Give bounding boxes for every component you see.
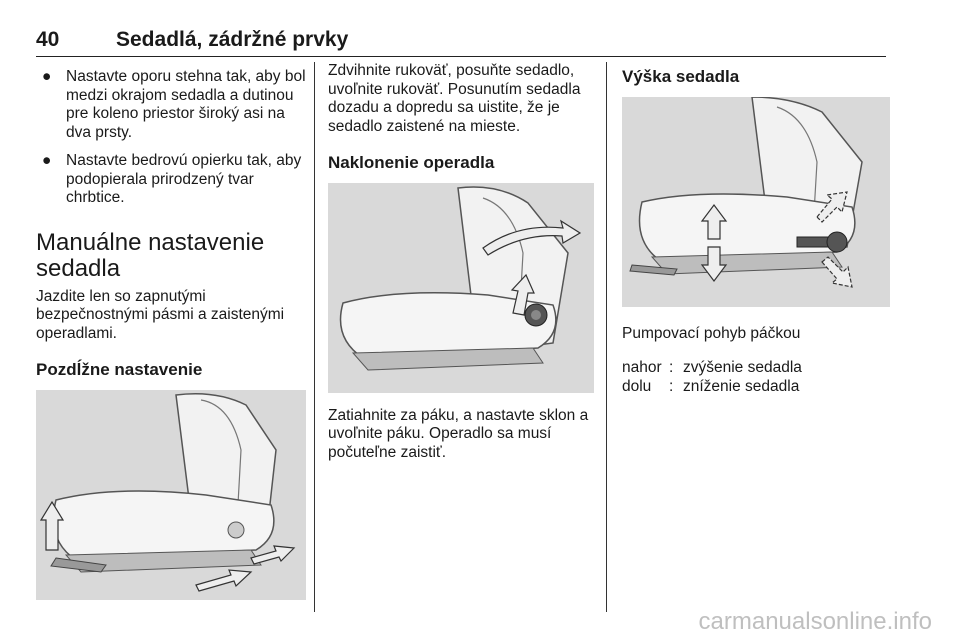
figure-seat-height [622, 97, 890, 307]
longitudinal-instructions: Zdvihnite rukoväť, posuňte sedadlo, uvoľnite rukoväť. Posunutím sedadla dozadu a dopredu sa uistite, že je sedadlo zaistené na mieste. [328, 62, 581, 135]
column-divider-1 [314, 62, 315, 612]
seat-illustration-recline [328, 183, 592, 393]
page-header [36, 26, 886, 57]
figure-backrest-recline [328, 183, 594, 393]
watermark: carmanualsonline.info [698, 608, 932, 635]
page-title: Sedadlá, zádržné prvky [116, 28, 349, 51]
subsection-title-height: Výška sedadla [622, 67, 740, 86]
section-text: Jazdite len so zapnutými bezpečnostnými pásmi a zaistenými operadlami. [36, 287, 285, 342]
recline-instructions: Zatiahnite za páku, a nastavte sklon a uvoľnite páku. Operadlo sa musí počuteľne zaistiť. [328, 406, 589, 461]
subsection-title-longitudinal: Pozdĺžne nastavenie [36, 360, 203, 379]
figure-longitudinal-adjustment [36, 390, 306, 600]
height-legend [622, 359, 890, 396]
column-1 [36, 62, 306, 600]
page-number: 40 [36, 28, 60, 51]
section-title: Manuálne nastavenie sedadla [36, 228, 265, 282]
pump-caption: Pumpovací pohyb páčkou [622, 324, 801, 342]
subsection-title-recline: Naklonenie operadla [328, 153, 495, 172]
column-divider-2 [606, 62, 607, 612]
list-item: ● Nastavte oporu stehna tak, aby bol medzi okrajom sedadla a dutinou pre koleno priestor široký asi na dva prsty. [42, 68, 306, 141]
bullet-list [36, 68, 306, 208]
column-3 [622, 62, 890, 396]
legend-row: nahor : zvýšenie sedadla [622, 359, 802, 376]
seat-illustration-longitudinal [36, 390, 298, 600]
list-item: ● Nastavte bedrovú opierku tak, aby podopierala prirodzený tvar chrbtice. [42, 152, 302, 206]
legend-row: dolu : zníženie sedadla [622, 377, 800, 395]
seat-illustration-height [622, 97, 886, 307]
column-2 [328, 62, 594, 462]
